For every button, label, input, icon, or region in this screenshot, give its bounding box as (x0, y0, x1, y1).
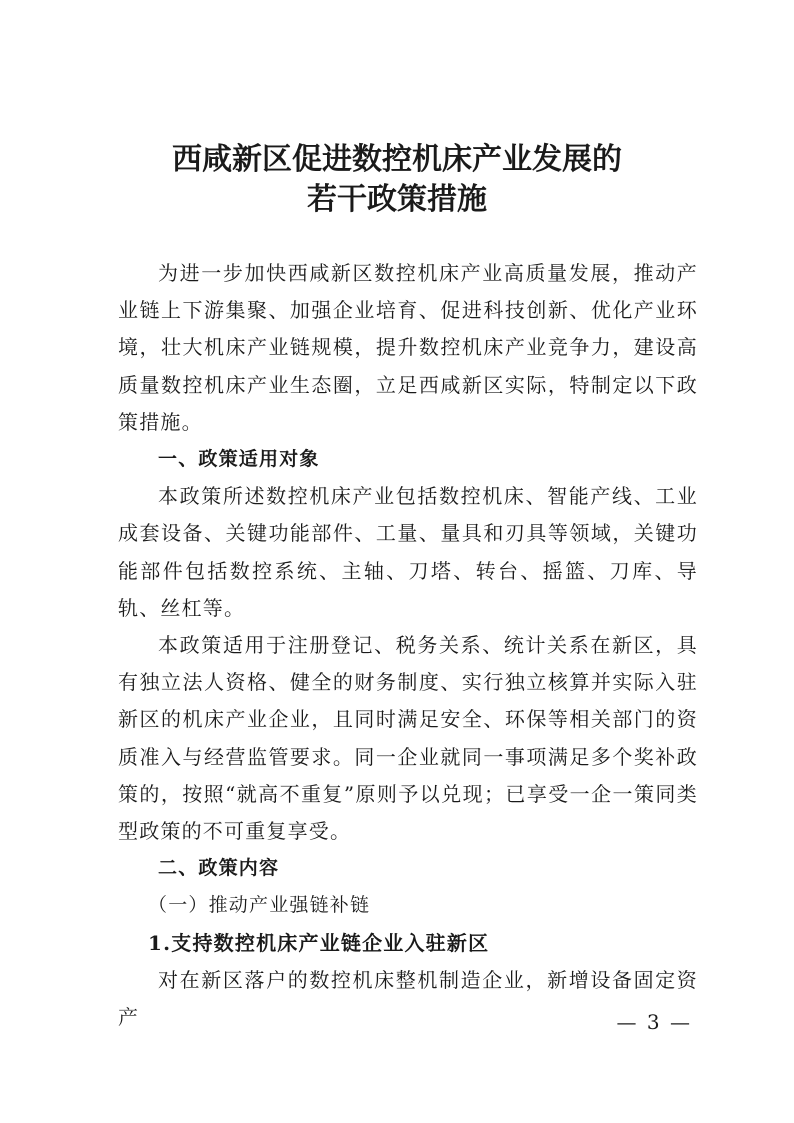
item-heading-support-enterprises: 1.支持数控机床产业链企业入驻新区 (148, 930, 490, 955)
intro-paragraph: 为进一步加快西咸新区数控机床产业高质量发展，推动产业链上下游集聚、加强企业培育、促进科技创新、优化产业环境，壮大机床产业链规模，提升数控机床产业竞争力，建设高质量数控机床产业生态圈，立足西咸新区实际，特制定以下政策措施。 (118, 261, 698, 434)
document-body (118, 255, 698, 1036)
document-title-line-1: 西咸新区促进数控机床产业发展的 (172, 142, 622, 177)
subsection-heading-strengthen-chain: （一）推动产业强链补链 (148, 894, 371, 917)
page-number: — 3 — (616, 1010, 692, 1034)
document-title-line-2: 若干政策措施 (307, 182, 487, 217)
section1-paragraph-scope: 本政策所述数控机床产业包括数控机床、智能产线、工业成套设备、关键功能部件、工量、量具和刃具等领域，关键功能部件包括数控系统、主轴、刀塔、转台、摇篮、刀库、导轨、丝杠等。 (118, 484, 698, 620)
section-heading-applicable-objects: 一、政策适用对象 (158, 448, 320, 471)
item1-paragraph: 对在新区落户的数控机床整机制造企业，新增设备固定资产 (118, 967, 698, 1030)
section1-paragraph-applicability: 本政策适用于注册登记、税务关系、统计关系在新区，具有独立法人资格、健全的财务制度、实行独立核算并实际入驻新区的机床产业企业，且同时满足安全、环保等相关部门的资质准入与经营监管要求。同一企业就同一事项满足多个奖补政策的，按照“就高不重复”原则予以兑现；已享受一企一策同类型政策的不可重复享受。 (118, 633, 698, 844)
section-heading-policy-content: 二、政策内容 (158, 857, 280, 880)
